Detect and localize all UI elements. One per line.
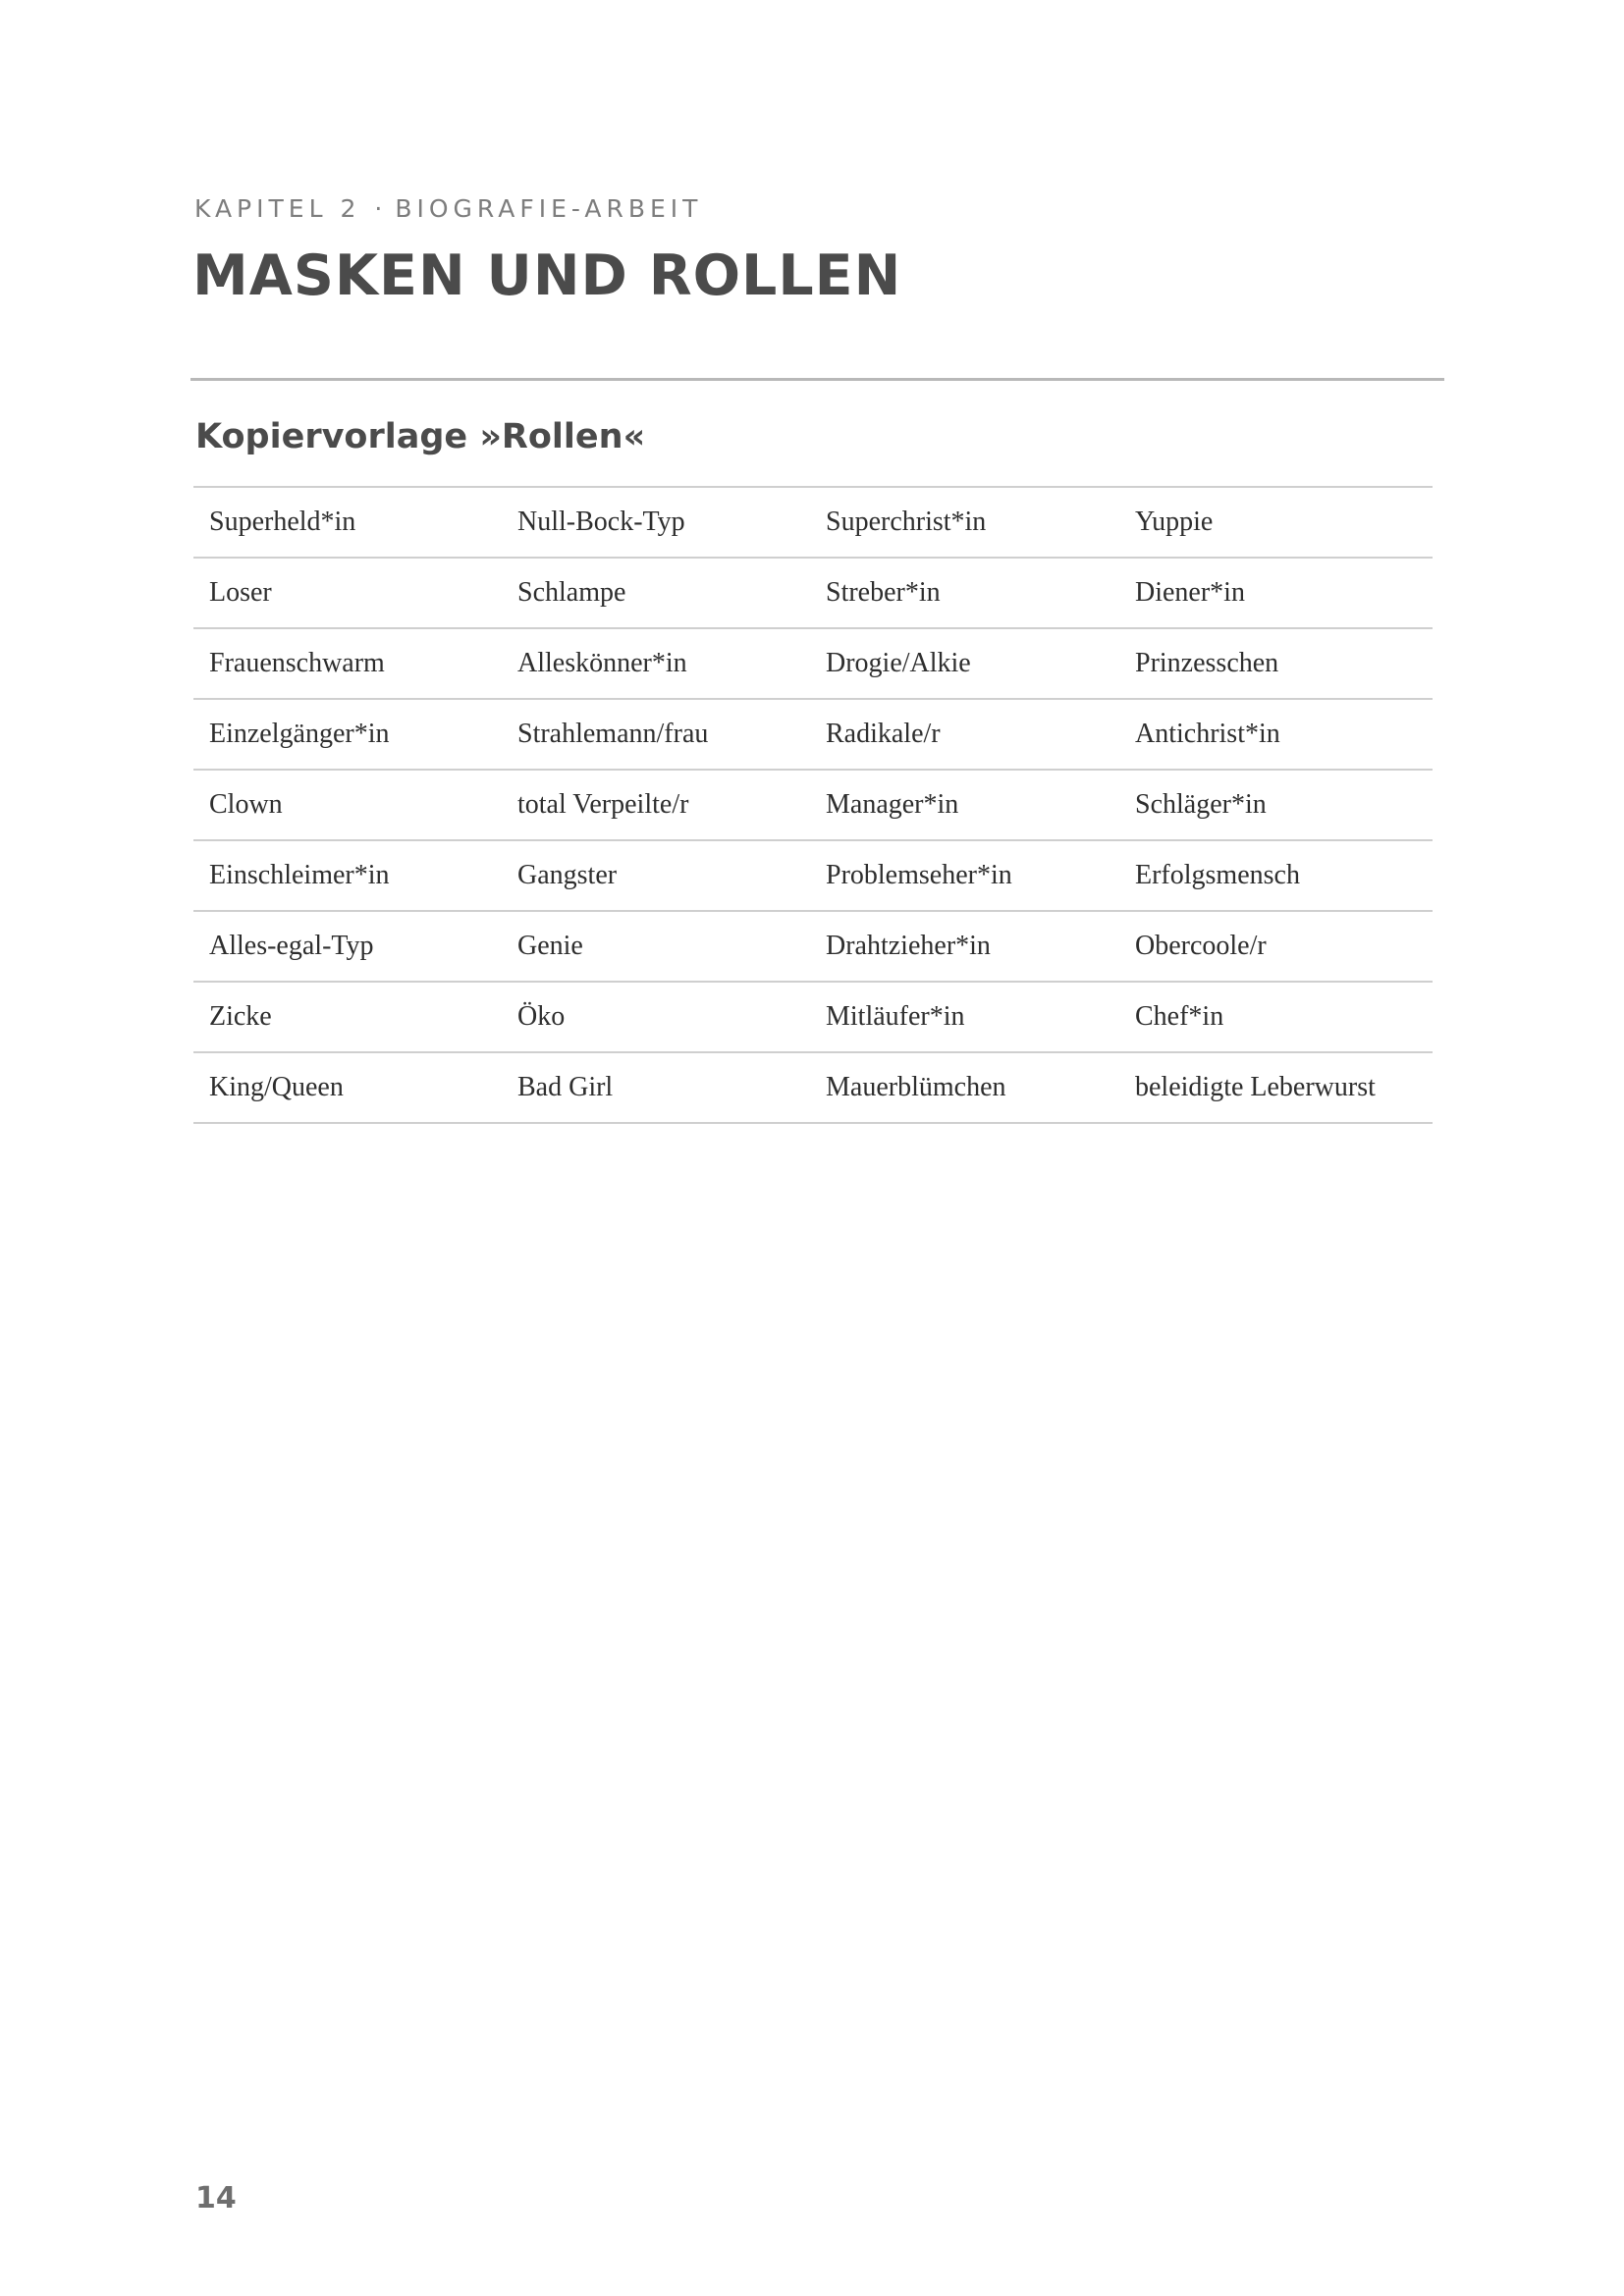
- table-cell: Schlampe: [517, 577, 626, 608]
- table-row: [193, 982, 1433, 1052]
- table-cell: Erfolgsmensch: [1135, 860, 1300, 890]
- table-row: [193, 911, 1433, 982]
- chapter-kicker: [194, 194, 702, 223]
- section-label: BIOGRAFIE-ARBEIT: [395, 194, 703, 223]
- roles-table: [193, 486, 1433, 1124]
- table-row: [193, 487, 1433, 558]
- table-row: [193, 558, 1433, 628]
- table-cell: Antichrist*in: [1135, 719, 1280, 749]
- table-cell: Null-Bock-Typ: [517, 507, 685, 537]
- table-cell: Alleskönner*in: [517, 648, 687, 678]
- table-cell: Strahlemann/frau: [517, 719, 709, 749]
- table-cell: Alles-egal-Typ: [209, 931, 374, 961]
- table-cell: Frauenschwarm: [209, 648, 385, 678]
- table-cell: King/Queen: [209, 1072, 344, 1102]
- table-cell: Mitläufer*in: [826, 1001, 965, 1032]
- section-subtitle: Kopiervorlage »Rollen«: [195, 417, 646, 456]
- table-row: [193, 628, 1433, 699]
- kicker-separator: ·: [374, 194, 388, 223]
- table-cell: Obercoole/r: [1135, 931, 1267, 961]
- table-cell: Einschleimer*in: [209, 860, 390, 890]
- page-number: 14: [195, 2181, 237, 2216]
- title-divider: [190, 378, 1444, 381]
- chapter-label: KAPITEL 2: [194, 194, 361, 223]
- table-row: [193, 840, 1433, 911]
- table-cell: Radikale/r: [826, 719, 941, 749]
- table-row: [193, 699, 1433, 770]
- table-cell: Prinzesschen: [1135, 648, 1279, 678]
- table-row: [193, 1052, 1433, 1123]
- table-cell: Einzelgänger*in: [209, 719, 390, 749]
- table-cell: beleidigte Leberwurst: [1135, 1072, 1376, 1102]
- table-cell: Clown: [209, 789, 283, 820]
- table-cell: Zicke: [209, 1001, 272, 1032]
- page-title: MASKEN UND ROLLEN: [192, 243, 902, 308]
- table-cell: Bad Girl: [517, 1072, 614, 1102]
- table-cell: Loser: [209, 577, 272, 608]
- table-cell: Manager*in: [826, 789, 959, 820]
- table-cell: Diener*in: [1135, 577, 1245, 608]
- table-cell: Gangster: [517, 860, 618, 890]
- table-cell: Drahtzieher*in: [826, 931, 991, 961]
- table-cell: Drogie/Alkie: [826, 648, 971, 678]
- table-cell: Öko: [517, 1001, 566, 1032]
- table-cell: Schläger*in: [1135, 789, 1267, 820]
- table-cell: Mauerblümchen: [826, 1072, 1006, 1102]
- table-cell: Superheld*in: [209, 507, 356, 537]
- table-cell: Problemseher*in: [826, 860, 1012, 890]
- table-cell: total Verpeilte/r: [517, 789, 689, 820]
- table-row: [193, 770, 1433, 840]
- table-cell: Genie: [517, 931, 583, 961]
- table-cell: Yuppie: [1135, 507, 1214, 537]
- table-cell: Streber*in: [826, 577, 941, 608]
- table-cell: Chef*in: [1135, 1001, 1224, 1032]
- table-cell: Superchrist*in: [826, 507, 987, 537]
